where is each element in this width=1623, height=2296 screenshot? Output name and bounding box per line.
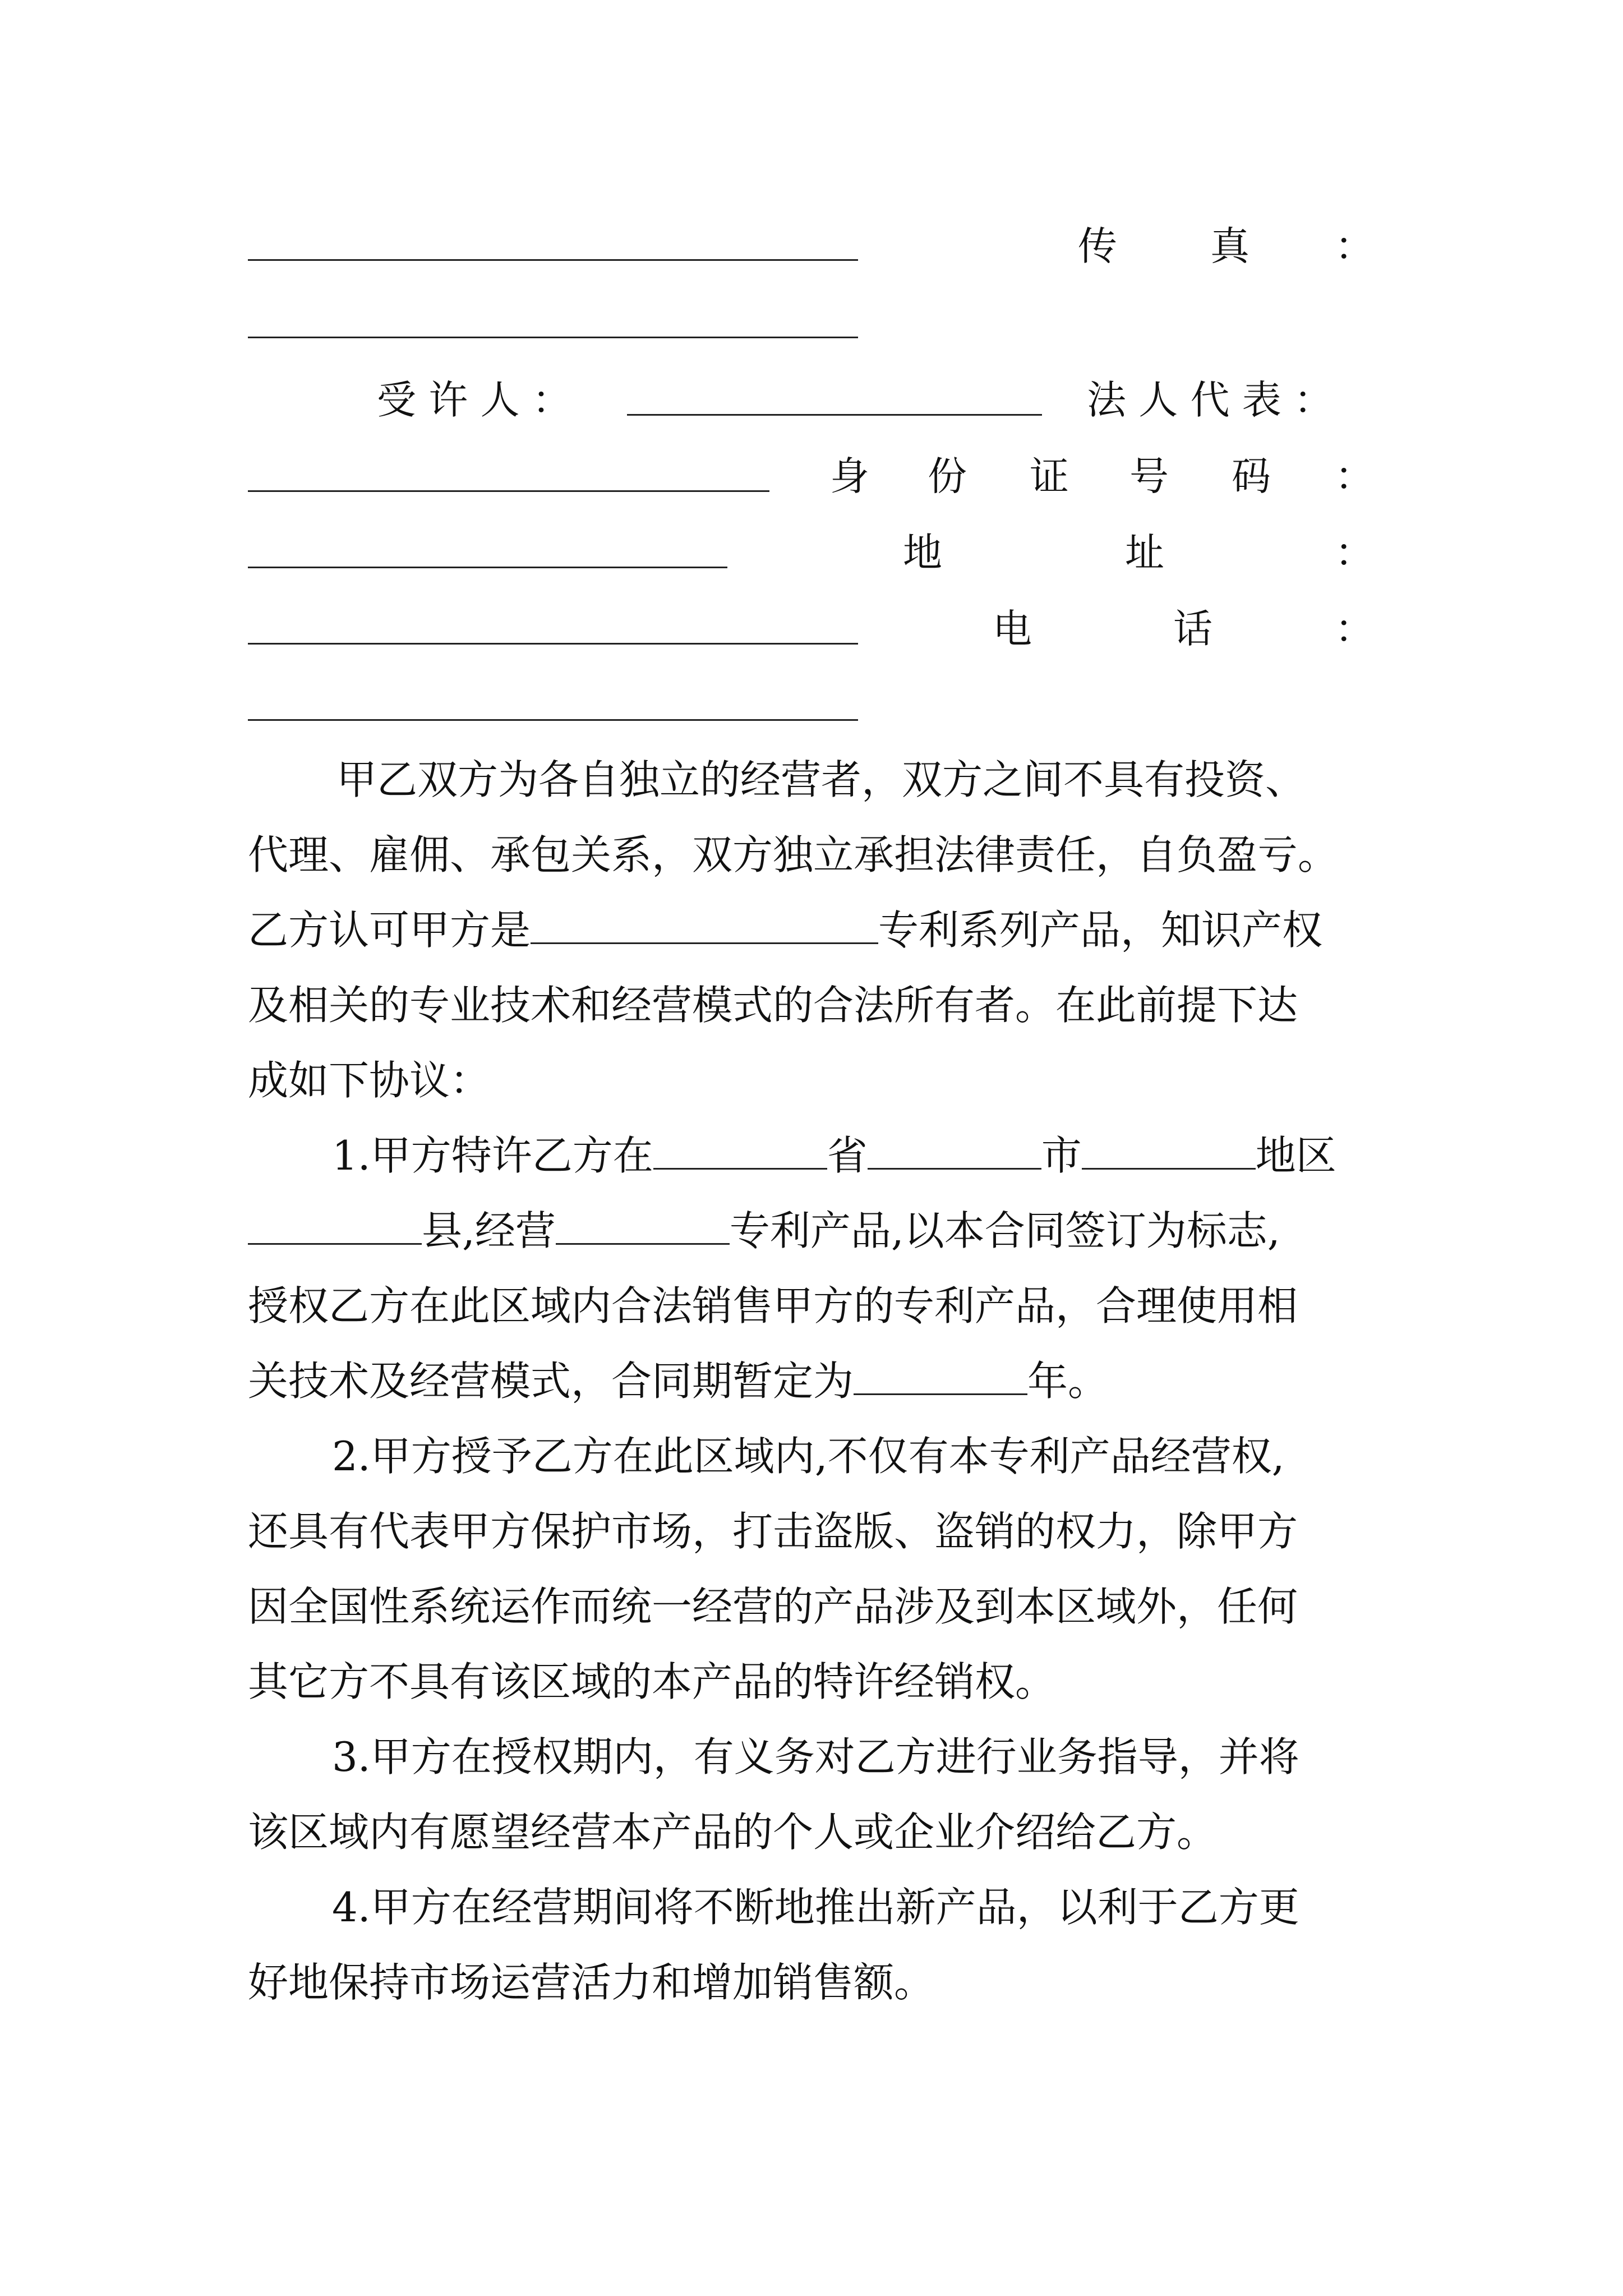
id-value-blank-line[interactable] — [248, 567, 727, 568]
intro-line-3 — [248, 902, 1322, 958]
address-label-char-1: 地 — [903, 530, 942, 576]
phone-colon: ： — [1335, 606, 1374, 652]
clause-1-province: 省 — [827, 1132, 868, 1179]
legal-rep-value-blank-line[interactable] — [248, 490, 769, 492]
id-label-char-3: 证 — [1030, 453, 1069, 499]
phone-label-char-2: 话 — [1173, 606, 1212, 652]
intro-line-3-start: 乙方认可甲方是 — [248, 907, 531, 954]
clause-1-intro: 1.甲方特许乙方在 — [332, 1132, 653, 1179]
fax-colon: ： — [1335, 223, 1374, 269]
licensee-label: 受 许 人 ： — [377, 377, 571, 423]
clause-1-year: 年。 — [1027, 1358, 1109, 1405]
intro-line-1: 甲乙双方为各自独立的经营者，双方之间不具有投资、 — [336, 756, 1306, 803]
address-colon: ： — [1335, 530, 1374, 576]
phone-label-char-1: 电 — [993, 606, 1032, 652]
clause-1-term-text: 关技术及经营模式，合同期暂定为 — [248, 1358, 854, 1405]
clause-1-line-1 — [332, 1128, 1336, 1184]
intro-line-4: 及相关的专业技术和经营模式的合法所有者。在此前提下达 — [248, 982, 1298, 1029]
intro-line-5: 成如下协议： — [248, 1057, 491, 1104]
province-blank[interactable] — [653, 1133, 827, 1170]
fax-label-char-2: 真 — [1210, 223, 1249, 269]
region-blank[interactable] — [1082, 1133, 1256, 1170]
id-label-char-5: 码 — [1232, 453, 1271, 499]
county-blank[interactable] — [248, 1208, 422, 1245]
address-value-blank-line[interactable] — [248, 643, 858, 645]
term-years-blank[interactable] — [854, 1359, 1027, 1395]
product-blank[interactable] — [556, 1208, 730, 1245]
clause-4-line-1: 4.甲方在经营期间将不断地推出新产品，以利于乙方更 — [332, 1884, 1299, 1931]
id-label-char-1: 身 — [830, 453, 869, 499]
clause-1-city: 市 — [1041, 1132, 1082, 1179]
legal-rep-label: 法 人 代 表 ： — [1087, 377, 1334, 423]
clause-2-line-3: 因全国性系统运作而统一经营的产品涉及到本区域外，任何 — [248, 1583, 1298, 1630]
clause-2-line-2: 还具有代表甲方保护市场，打击盗版、盗销的权力，除甲方 — [248, 1508, 1298, 1555]
clause-1-county: 县,经营 — [422, 1207, 556, 1254]
clause-1-line-4 — [248, 1353, 1108, 1409]
id-colon: ： — [1335, 453, 1374, 499]
fax-value-blank-line[interactable] — [248, 337, 858, 338]
id-label-char-2: 份 — [928, 453, 967, 499]
patent-name-blank[interactable] — [531, 908, 878, 944]
clause-4-line-2: 好地保持市场运营活力和增加销售额。 — [248, 1959, 935, 2006]
fax-label-char-1: 传 — [1078, 223, 1117, 269]
city-blank[interactable] — [868, 1133, 1041, 1170]
clause-1-region: 地区 — [1255, 1132, 1336, 1179]
fax-prev-blank-line[interactable] — [248, 259, 858, 261]
clause-1-line-3: 授权乙方在此区域内合法销售甲方的专利产品，合理使用相 — [248, 1282, 1298, 1329]
clause-1-line-2 — [248, 1203, 1280, 1259]
intro-line-3-end: 专利系列产品，知识产权 — [878, 907, 1323, 954]
intro-line-2: 代理、雇佣、承包关系，双方独立承担法律责任，自负盈亏。 — [248, 831, 1339, 878]
clause-3-line-1: 3.甲方在授权期内，有义务对乙方进行业务指导，并将 — [332, 1733, 1299, 1780]
address-label-char-2: 址 — [1125, 530, 1164, 576]
licensee-blank-line[interactable] — [627, 414, 1042, 416]
id-label-char-4: 号 — [1129, 453, 1169, 499]
clause-3-line-2: 该区域内有愿望经营本产品的个人或企业介绍给乙方。 — [248, 1809, 1218, 1856]
clause-2-line-4: 其它方不具有该区域的本产品的特许经销权。 — [248, 1658, 1056, 1705]
phone-value-blank-line[interactable] — [248, 719, 858, 721]
clause-1-product: 专利产品,以本合同签订为标志, — [729, 1207, 1280, 1254]
clause-2-line-1: 2.甲方授予乙方在此区域内,不仅有本专利产品经营权, — [332, 1433, 1285, 1480]
